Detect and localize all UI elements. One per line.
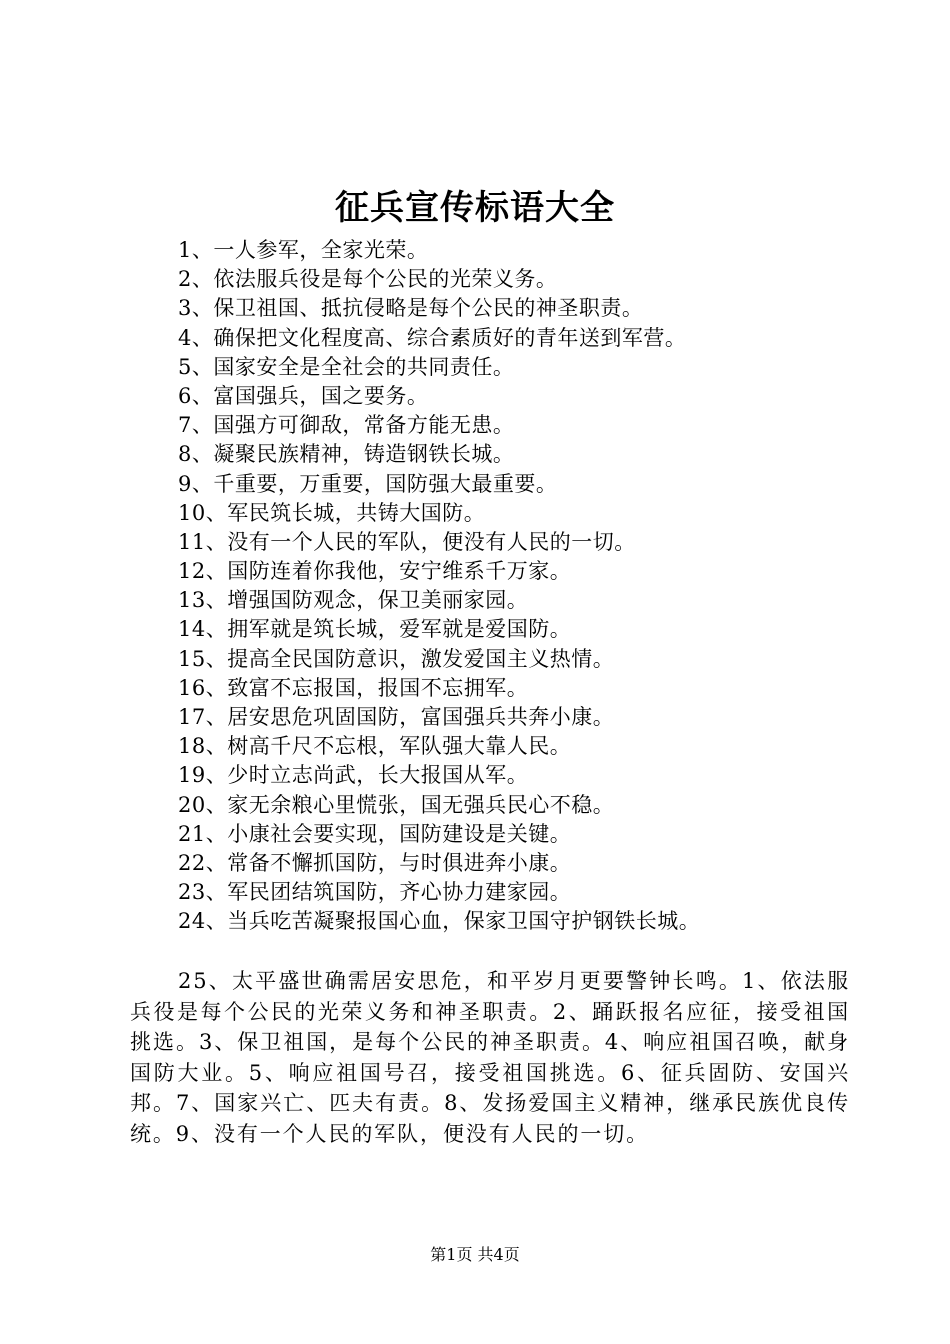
list-item: 23、军民团结筑国防，齐心协力建家园。 xyxy=(178,880,572,905)
list-item: 8、凝聚民族精神，铸造钢铁长城。 xyxy=(178,442,515,467)
list-item: 1、一人参军，全家光荣。 xyxy=(178,238,429,262)
list-item: 4、确保把文化程度高、综合素质好的青年送到军营。 xyxy=(178,325,687,350)
list-item: 13、增强国防观念，保卫美丽家园。 xyxy=(178,588,529,613)
list-item: 14、拥军就是筑长城，爱军就是爱国防。 xyxy=(178,617,572,642)
list-item: 7、国强方可御敌，常备方能无患。 xyxy=(178,413,515,438)
list-item: 16、致富不忘报国，报国不忘拥军。 xyxy=(178,675,529,700)
closing-paragraph: 25、太平盛世确需居安思危，和平岁月更要警钟长鸣。1、依法服兵役是每个公民的光荣义务和神圣职责。2、踊跃报名应征，接受祖国挑选。3、保卫祖国，是每个公民的神圣职责。4、响应祖国召唤，献身国防大业。5、响应祖国号召，接受祖国挑选。6、征兵固防、安国兴邦。7、国家兴亡、匹夫有责。8、发扬爱国主义精神，继承民族优良传统。9、没有一个人民的军队，便没有人民的一切。 xyxy=(130,969,850,1146)
slogan-list xyxy=(130,236,830,937)
list-item: 3、保卫祖国、抵抗侵略是每个公民的神圣职责。 xyxy=(178,296,644,321)
list-item: 2、依法服兵役是每个公民的光荣义务。 xyxy=(178,267,558,292)
list-item: 17、居安思危巩固国防，富国强兵共奔小康。 xyxy=(178,705,615,729)
list-item: 5、国家安全是全社会的共同责任。 xyxy=(178,354,515,379)
list-item: 15、提高全民国防意识，激发爱国主义热情。 xyxy=(178,646,615,671)
list-item: 6、富国强兵，国之要务。 xyxy=(178,383,429,408)
page-title: 征兵宣传标语大全 xyxy=(335,188,615,228)
page-number: 第1页 共4页 xyxy=(430,1245,520,1264)
list-item: 11、没有一个人民的军队，便没有人民的一切。 xyxy=(178,529,636,554)
list-item: 21、小康社会要实现，国防建设是关键。 xyxy=(178,821,572,846)
list-item: 22、常备不懈抓国防，与时俱进奔小康。 xyxy=(178,850,572,875)
list-item: 24、当兵吃苦凝聚报国心血，保家卫国守护钢铁长城。 xyxy=(178,909,701,934)
list-item: 19、少时立志尚武，长大报国从军。 xyxy=(178,763,529,788)
list-item: 12、国防连着你我他，安宁维系千万家。 xyxy=(178,559,572,584)
list-item: 10、军民筑长城，共铸大国防。 xyxy=(178,500,486,525)
list-item: 9、千重要，万重要，国防强大最重要。 xyxy=(178,471,558,496)
list-item: 18、树高千尺不忘根，军队强大靠人民。 xyxy=(178,734,572,759)
list-item: 20、家无余粮心里慌张，国无强兵民心不稳。 xyxy=(178,792,615,817)
